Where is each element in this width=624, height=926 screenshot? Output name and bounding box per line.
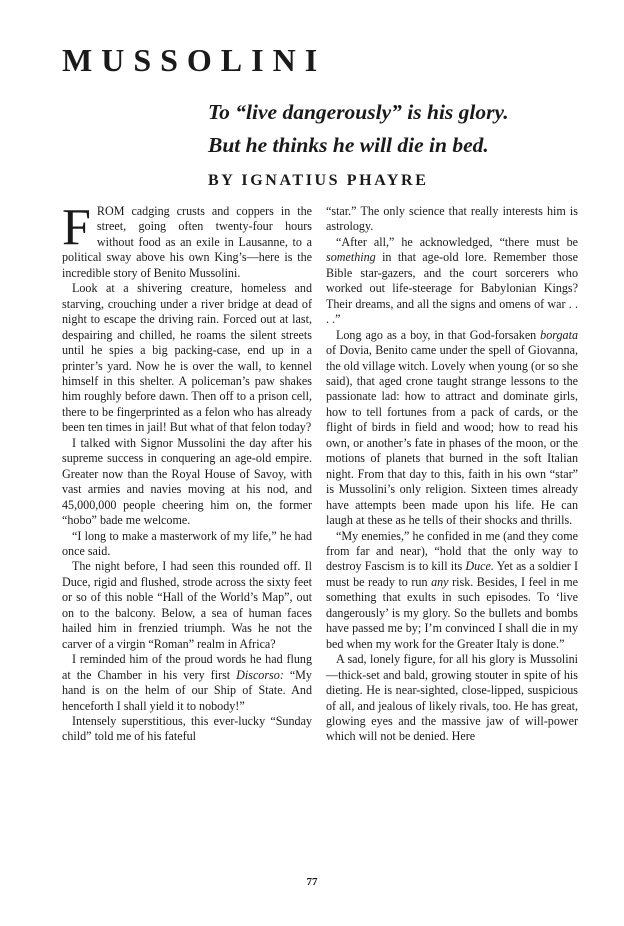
left-column — [62, 199, 312, 745]
paragraph: Look at a shivering creature, homeless and starving, crouching under a river bridge at dead of night to escape the driving rain. Forced out at last, despairing and chilled, he roams the silent streets until he spies a big packing-case, end up in a printer’s yard. Now he is over the wall, to kennel himself in this shelter. A policeman’s paw shakes him roughly before dawn. Then off to a prison cell, there to be fingerprinted as a felon who has already been ten times in jail! But what of that felon today? — [62, 281, 312, 435]
emphasis: Duce. — [465, 559, 494, 574]
emphasis: any — [431, 574, 449, 589]
emphasis: borgata — [540, 327, 578, 342]
drop-cap: F — [62, 199, 91, 256]
paragraph-text: risk. Besides, I feel in me something that exults in such episodes. To ‘live dangerously’ is my glory. So the bullets and bombs have passed me by; I’m convinced I shall die in my bed when my work for the Greater Italy is done.” — [326, 574, 578, 651]
subtitle-line-2: But he thinks he will die in bed. — [208, 133, 489, 157]
paragraph-text: “After all,” he acknowledged, “there must be — [336, 234, 578, 249]
page-number: 77 — [306, 876, 318, 888]
paragraph: A sad, lonely figure, for all his glory is Mussolini—thick-set and bald, growing stouter in spite of his dieting. He is near-sighted, close-lipped, suspicious of all, and jealous of likely rivals, too. He has great, glowing eyes and the massive jaw of will-power which will not be denied. Here — [326, 652, 578, 744]
paragraph-text: Yet as a soldier I must be ready to run — [326, 559, 578, 589]
paragraph-text: Long ago as a boy, in that God-forsaken — [336, 327, 541, 342]
paragraph-text: “My hand is on the helm of our Ship of State. And henceforth I shall yield it to nobody!” — [62, 667, 312, 713]
paragraph — [326, 235, 578, 328]
lead-word: ROM — [96, 204, 125, 218]
paragraph-text: of Dovia, Benito came under the spell of Giovanna, the old village witch. Lovely when young (or so she said), that aged crone taught strange lessons to the passionate lad: how to attract and dominate girls, how to tell fortunes from a pack of cards, or the flight of birds in field and wood; how to read his own, or another’s fate in phases of the moon, or the motions of planets that burned in the soft Italian night. From that day to this, faith in his own “star” is Mussolini’s only religion. Sixteen times already have attempts been made upon his life. He can laugh at these as he tells of their shocks and thrills. — [326, 343, 578, 528]
paragraph: “I long to make a masterwork of my life,” he had once said. — [62, 528, 312, 558]
paragraph-text: “My enemies,” he confided in me (and they come from far and near), “hold that the only way to destroy Fascism is to kill its — [326, 528, 578, 574]
paragraph — [326, 328, 578, 529]
subtitle-line-1: To “live dangerously” is his glory. — [208, 100, 509, 124]
emphasis: something — [326, 250, 376, 265]
paragraph: Intensely superstitious, this ever-lucky “Sunday child” told me of his fateful — [62, 713, 312, 744]
paragraph-text: I reminded him of the proud words he had flung at the Chamber in his very first — [62, 652, 312, 682]
paragraph — [326, 529, 578, 653]
paragraph — [62, 652, 312, 714]
paragraph: The night before, I had seen this rounded off. Il Duce, rigid and flushed, strode across the sixty feet or so of this noble “Hall of the World’s Map”, out on to the balcony. Below, a sea of human faces hailed him in frenzied triumph. Was he not the carver of a virgin “Roman” realm in Africa? — [62, 559, 312, 651]
emphasis: Discorso: — [236, 667, 284, 682]
paragraph — [62, 199, 312, 281]
paragraph-text: in that age-old lore. Remember those Bible star-gazers, and the court sorcerers who worked out life-steerage for Babylonian Kings? Their dreams, and all the signs and omens of war . . . .” — [326, 250, 578, 327]
paragraph-text: cadging crusts and coppers in the street, going often twenty-four hours without food as an exile in Lausanne, to a political sway above his own King’s—here is the incredible story of Benito Mussolini. — [62, 204, 312, 280]
article-subtitle — [208, 96, 608, 162]
paragraph: “star.” The only science that really interests him is astrology. — [326, 204, 578, 234]
paragraph: I talked with Signor Mussolini the day after his supreme success in conquering an age-old empire. Greater now than the Royal House of Savoy, with vast armies and navies moving at his nod, and 45,000,000 people cheering him on, the former “hobo” bade me welcome. — [62, 435, 312, 528]
article-title: MUSSOLINI — [62, 42, 327, 78]
right-column — [326, 204, 578, 745]
byline: BY IGNATIUS PHAYRE — [208, 172, 429, 189]
